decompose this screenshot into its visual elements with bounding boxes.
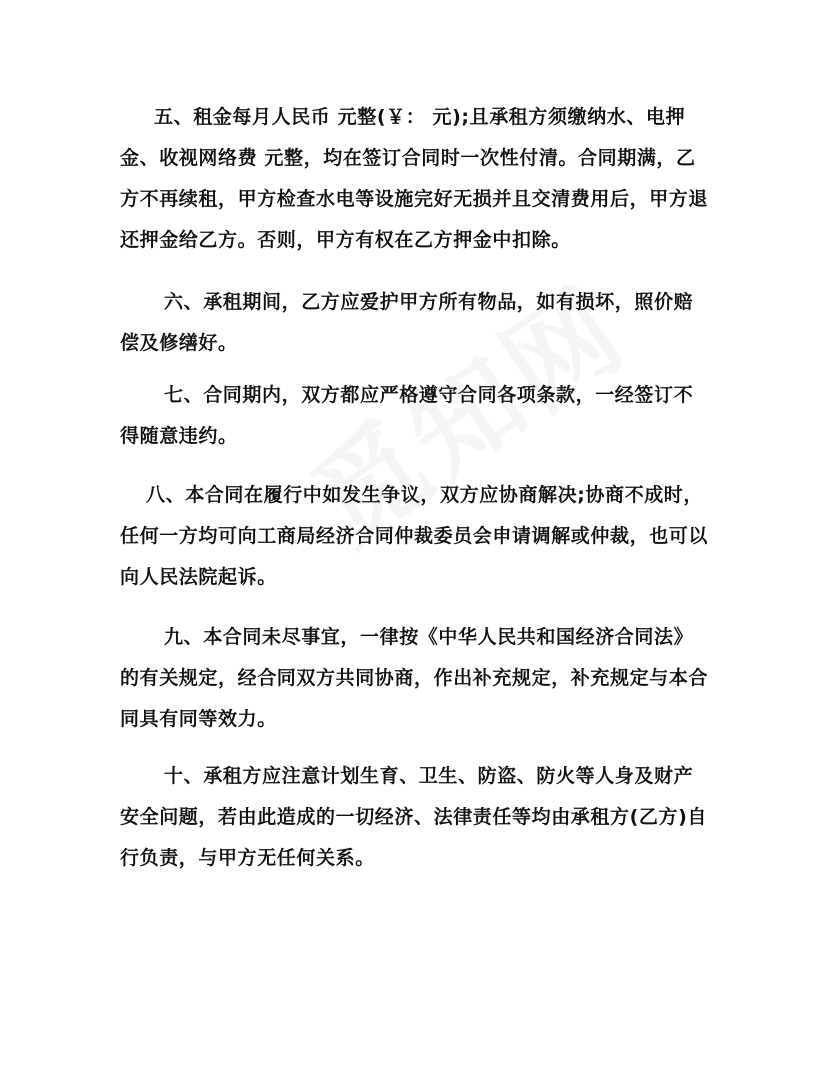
clause-5 xyxy=(120,97,710,261)
clause-10 xyxy=(120,756,710,879)
clause-10-text: 十、承租方应注意计划生育、卫生、防盗、防火等人身及财产安全问题，若由此造成的一切经济、法律责任等均由承租方(乙方)自行负责，与甲方无任何关系。 xyxy=(120,765,707,869)
clause-6 xyxy=(120,282,710,364)
clause-8 xyxy=(120,475,710,598)
clause-9 xyxy=(120,617,710,740)
clause-6-text: 六、承租期间，乙方应爱护甲方所有物品，如有损坏，照价赔偿及修缮好。 xyxy=(120,291,694,354)
clause-9-text: 九、本合同未尽事宜，一律按《中华人民共和国经济合同法》的有关规定，经合同双方共同协商，作出补充规定，补充规定与本合同具有同等效力。 xyxy=(120,626,709,730)
clause-7-text: 七、合同期内，双方都应严格遵守合同各项条款，一经签订不得随意违约。 xyxy=(120,384,694,447)
clause-8-text: 八、本合同在履行中如发生争议，双方应协商解决;协商不成时，任何一方均可向工商局经济合同仲裁委员会申请调解或仲裁，也可以向人民法院起诉。 xyxy=(120,484,709,588)
clause-5-text: 五、租金每月人民币 元整(￥： 元);且承租方须缴纳水、电押金、收视网络费 元整，均在签订合同时一次性付清。合同期满，乙方不再续租，甲方检查水电等设施完好无损并且交清费用后，甲方退还押金给乙方。否则，甲方有权在乙方押金中扣除。 xyxy=(120,106,709,251)
clause-7 xyxy=(120,375,710,457)
